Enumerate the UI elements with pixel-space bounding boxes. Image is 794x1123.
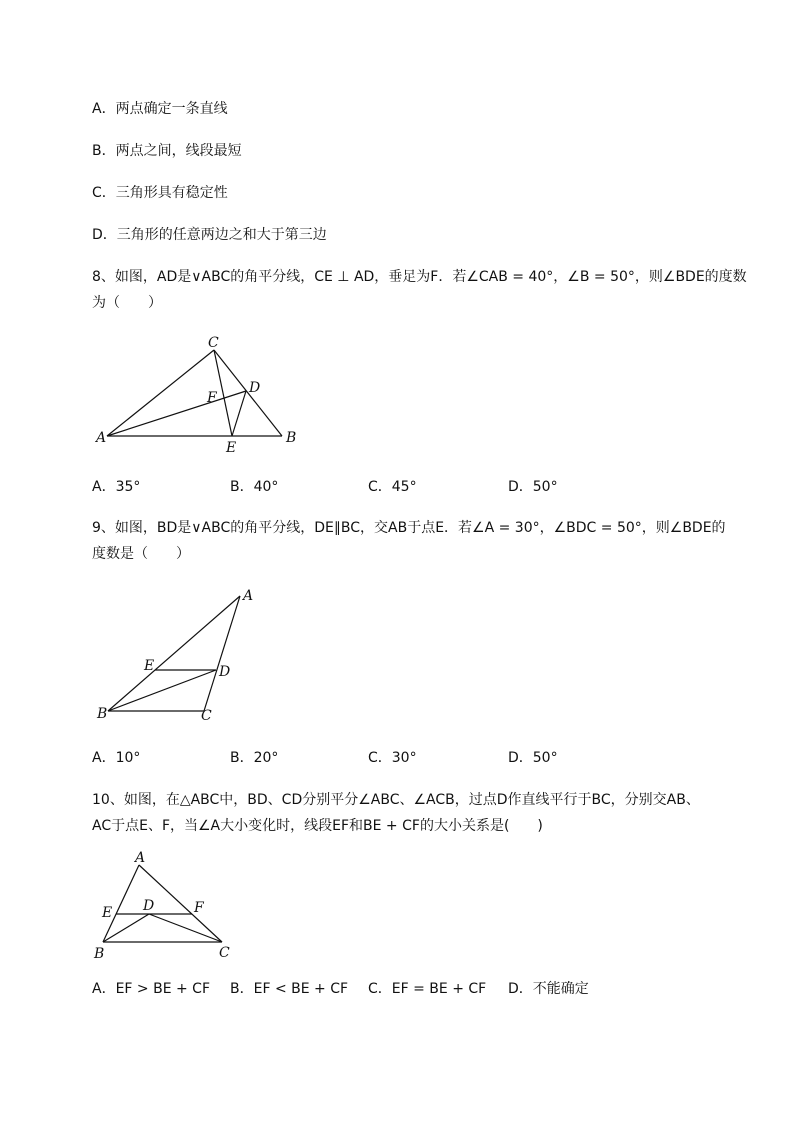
- q9-label-d: D: [219, 664, 231, 680]
- q9-option-a[interactable]: A．10°: [92, 750, 141, 766]
- q10-stem-line2: AC于点E、F，当∠A大小变化时，线段EF和BE + CF的大小关系是( ): [92, 818, 543, 834]
- q10-seg-cd: [149, 914, 222, 942]
- q10-label-a: A: [135, 850, 146, 866]
- prev-option-c: C．三角形具有稳定性: [92, 185, 228, 201]
- q9-option-d[interactable]: D．50°: [508, 750, 558, 766]
- q9-stem-line1: 9、如图，BD是∨ABC的角平分线，DE∥BC，交AB于点E．若∠A = 30°，∠BDC = 50°，则∠BDE的: [92, 520, 726, 536]
- q8-stem-line2: 为（ ）: [92, 295, 162, 311]
- q8-label-f: F: [207, 390, 217, 406]
- q8-option-c[interactable]: C．45°: [368, 479, 417, 495]
- prev-option-d: D．三角形的任意两边之和大于第三边: [92, 227, 327, 243]
- q9-label-b: B: [97, 706, 108, 722]
- q9-label-c: C: [201, 708, 212, 724]
- q8-label-a: A: [96, 430, 107, 446]
- q10-option-a[interactable]: A．EF > BE + CF: [92, 981, 211, 997]
- q8-label-c: C: [208, 335, 219, 351]
- q9-label-a: A: [243, 588, 254, 604]
- q8-stem-line1: 8、如图，AD是∨ABC的角平分线，CE ⊥ AD，垂足为F．若∠CAB = 40°，∠B = 50°，则∠BDE的度数: [92, 269, 747, 285]
- prev-option-b: B．两点之间，线段最短: [92, 143, 242, 159]
- q9-option-b[interactable]: B．20°: [230, 750, 279, 766]
- q8-label-b: B: [286, 430, 297, 446]
- q10-label-d: D: [143, 898, 155, 914]
- q9-option-c[interactable]: C．30°: [368, 750, 417, 766]
- q10-option-c[interactable]: C．EF = BE + CF: [368, 981, 487, 997]
- q8-option-a[interactable]: A．35°: [92, 479, 141, 495]
- q10-stem-line1: 10、如图，在△ABC中，BD、CD分别平分∠ABC、∠ACB，过点D作直线平行于BC，分别交AB、: [92, 792, 700, 808]
- prev-option-a: A．两点确定一条直线: [92, 101, 228, 117]
- q10-label-e: E: [102, 905, 113, 921]
- q8-label-d: D: [249, 380, 261, 396]
- q8-option-d[interactable]: D．50°: [508, 479, 558, 495]
- q10-option-d[interactable]: D．不能确定: [508, 981, 589, 997]
- q9-stem-line2: 度数是（ ）: [92, 546, 190, 562]
- q8-label-e: E: [226, 440, 237, 456]
- q8-option-b[interactable]: B．40°: [230, 479, 279, 495]
- q10-label-b: B: [94, 946, 105, 962]
- q10-option-b[interactable]: B．EF < BE + CF: [230, 981, 349, 997]
- q10-label-c: C: [219, 945, 230, 961]
- q10-label-f: F: [194, 900, 204, 916]
- q9-label-e: E: [144, 658, 155, 674]
